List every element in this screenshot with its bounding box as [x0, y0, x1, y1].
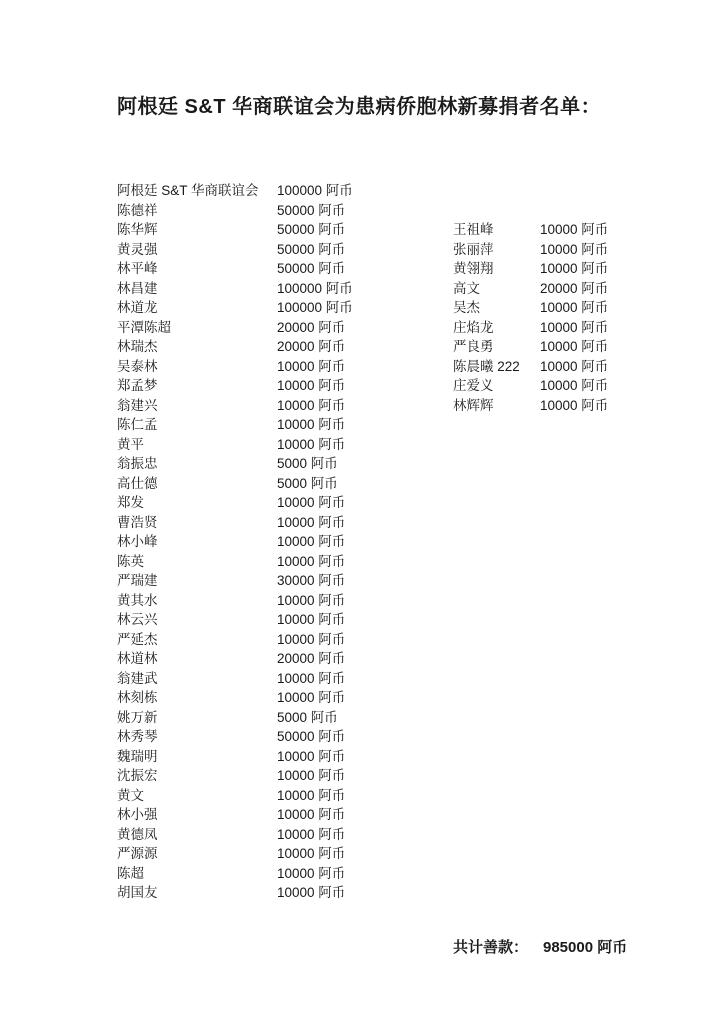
- donor-name: 高仕德: [117, 475, 158, 491]
- donor-amount: 10000 阿币: [277, 612, 346, 627]
- donor-row: [117, 493, 353, 513]
- donor-row: [117, 435, 353, 455]
- donor-row: [117, 747, 353, 767]
- donor-name: 曹浩贤: [117, 514, 158, 530]
- donor-name: 胡国友: [117, 885, 158, 900]
- donor-row: [117, 240, 353, 260]
- donor-name: 郑孟梦: [117, 378, 158, 393]
- donor-amount: 100000 阿币: [277, 280, 353, 296]
- donor-amount: 10000 阿币: [540, 378, 609, 393]
- donor-amount: 10000 阿币: [540, 261, 609, 276]
- donor-amount: 30000 阿币: [277, 573, 346, 588]
- donor-amount: 10000 阿币: [277, 865, 346, 881]
- donor-amount: 10000 阿币: [540, 319, 609, 335]
- donor-name: 翁建武: [117, 670, 158, 686]
- summary-total-amount: 985000 阿币: [543, 939, 628, 956]
- donor-amount: 10000 阿币: [277, 846, 346, 861]
- donor-row: [117, 513, 353, 533]
- donor-amount: 50000 阿币: [277, 241, 346, 257]
- donor-amount: 20000 阿币: [277, 319, 346, 335]
- donor-name: 陈晨曦 222: [453, 358, 520, 374]
- donor-row: [117, 630, 353, 650]
- donor-name: 平潭陈超: [117, 319, 171, 335]
- donor-name: 陈德祥: [117, 202, 158, 218]
- donor-row: [453, 259, 608, 279]
- donor-row: [453, 357, 608, 377]
- donor-name: 林云兴: [117, 612, 158, 627]
- donor-row: [117, 610, 353, 630]
- donor-row: [453, 220, 608, 240]
- donor-name: 林昌建: [117, 280, 158, 296]
- donor-amount: 10000 阿币: [277, 378, 346, 393]
- donor-name: 林秀琴: [117, 729, 158, 744]
- donor-row: [117, 552, 353, 572]
- donor-name: 林刻栋: [117, 690, 158, 705]
- donor-name: 严源源: [117, 846, 158, 861]
- donor-amount: 10000 阿币: [277, 787, 346, 803]
- donor-row: [453, 337, 608, 357]
- donor-amount: 10000 阿币: [277, 592, 346, 608]
- donor-amount: 10000 阿币: [277, 534, 346, 549]
- donor-amount: 10000 阿币: [277, 768, 346, 783]
- donor-row: [453, 396, 608, 416]
- donor-name: 姚万新: [117, 709, 158, 725]
- donor-amount: 5000 阿币: [277, 475, 338, 491]
- donor-name: 陈仁孟: [117, 417, 158, 432]
- donor-name: 张丽萍: [453, 241, 494, 257]
- donor-name: 林小强: [117, 807, 158, 822]
- donor-row: [117, 474, 353, 494]
- donor-row: [453, 279, 608, 299]
- donor-amount: 10000 阿币: [277, 826, 346, 842]
- donor-name: 林道龙: [117, 300, 158, 315]
- donor-row: [117, 181, 353, 201]
- donor-amount: 20000 阿币: [277, 651, 346, 666]
- donor-amount: 5000 阿币: [277, 709, 338, 725]
- donor-name: 林瑞杰: [117, 339, 158, 354]
- donor-row: [117, 688, 353, 708]
- donor-row: [117, 786, 353, 806]
- donor-name: 翁振忠: [117, 456, 158, 471]
- donor-row: [117, 259, 353, 279]
- donor-row: [117, 727, 353, 747]
- page-title: 阿根廷 S&T 华商联谊会为患病侨胞林新募捐者名单：: [117, 96, 602, 118]
- donor-list-left: [117, 181, 353, 903]
- donor-name: 郑发: [117, 495, 144, 510]
- donor-amount: 10000 阿币: [277, 807, 346, 822]
- donor-amount: 10000 阿币: [277, 885, 346, 900]
- donor-amount: 10000 阿币: [540, 397, 609, 413]
- donor-amount: 10000 阿币: [277, 631, 346, 647]
- donor-name: 陈华辉: [117, 222, 158, 237]
- donor-row: [117, 708, 353, 728]
- donor-name: 沈振宏: [117, 768, 158, 783]
- donor-amount: 10000 阿币: [277, 553, 346, 569]
- donor-row: [117, 337, 353, 357]
- donor-amount: 10000 阿币: [277, 495, 346, 510]
- donor-row: [117, 279, 353, 299]
- donor-list-right: [453, 220, 608, 415]
- donor-name: 黄翎翔: [453, 261, 494, 276]
- donor-row: [117, 844, 353, 864]
- donor-amount: 10000 阿币: [277, 417, 346, 432]
- donor-row: [453, 298, 608, 318]
- donor-amount: 100000 阿币: [277, 300, 353, 315]
- donor-amount: 10000 阿币: [277, 748, 346, 764]
- donor-row: [117, 298, 353, 318]
- donor-name: 黄文: [117, 787, 144, 803]
- donor-amount: 50000 阿币: [277, 729, 346, 744]
- donor-amount: 50000 阿币: [277, 222, 346, 237]
- donor-amount: 10000 阿币: [277, 397, 346, 413]
- donor-amount: 20000 阿币: [540, 280, 609, 296]
- donor-row: [453, 318, 608, 338]
- donor-name: 吴杰: [453, 300, 480, 315]
- donor-row: [117, 318, 353, 338]
- donor-name: 王祖峰: [453, 222, 494, 237]
- donor-name: 林平峰: [117, 261, 158, 276]
- summary-row: [453, 938, 627, 957]
- donor-name: 严瑞建: [117, 573, 158, 588]
- donor-row: [117, 883, 353, 903]
- summary-label: 共计善款：: [453, 939, 529, 956]
- donor-amount: 10000 阿币: [277, 514, 346, 530]
- donor-row: [117, 766, 353, 786]
- donor-amount: 10000 阿币: [540, 222, 609, 237]
- donor-row: [117, 805, 353, 825]
- donor-row: [117, 825, 353, 845]
- donor-amount: 10000 阿币: [540, 339, 609, 354]
- donor-name: 高文: [453, 280, 480, 296]
- donor-amount: 100000 阿币: [277, 183, 353, 198]
- donor-row: [117, 864, 353, 884]
- donor-row: [453, 240, 608, 260]
- donor-row: [117, 201, 353, 221]
- donor-amount: 10000 阿币: [277, 690, 346, 705]
- donor-row: [117, 571, 353, 591]
- donor-amount: 10000 阿币: [540, 300, 609, 315]
- donor-amount: 50000 阿币: [277, 202, 346, 218]
- donor-name: 庄爱义: [453, 378, 494, 393]
- donor-row: [453, 376, 608, 396]
- donor-name: 林辉辉: [453, 397, 494, 413]
- donor-name: 林小峰: [117, 534, 158, 549]
- donor-name: 黄灵强: [117, 241, 158, 257]
- donor-row: [117, 396, 353, 416]
- donor-amount: 10000 阿币: [277, 436, 346, 452]
- donor-row: [117, 220, 353, 240]
- donor-amount: 10000 阿币: [277, 358, 346, 374]
- donor-name: 翁建兴: [117, 397, 158, 413]
- donor-row: [117, 415, 353, 435]
- donor-amount: 5000 阿币: [277, 456, 338, 471]
- donor-row: [117, 532, 353, 552]
- donor-row: [117, 454, 353, 474]
- donor-name: 陈英: [117, 553, 144, 569]
- donor-name: 黄德凤: [117, 826, 158, 842]
- donor-row: [117, 357, 353, 377]
- donor-row: [117, 669, 353, 689]
- donor-name: 黄平: [117, 436, 144, 452]
- donor-name: 陈超: [117, 865, 144, 881]
- donor-amount: 10000 阿币: [277, 670, 346, 686]
- donor-name: 阿根廷 S&T 华商联谊会: [117, 183, 259, 198]
- donor-name: 魏瑞明: [117, 748, 158, 764]
- donor-name: 吴泰林: [117, 358, 158, 374]
- donor-row: [117, 591, 353, 611]
- donor-name: 严良勇: [453, 339, 494, 354]
- donor-amount: 50000 阿币: [277, 261, 346, 276]
- donor-name: 严延杰: [117, 631, 158, 647]
- donor-name: 林道林: [117, 651, 158, 666]
- donor-amount: 10000 阿币: [540, 241, 609, 257]
- donor-name: 庄焰龙: [453, 319, 494, 335]
- donor-row: [117, 376, 353, 396]
- donor-amount: 20000 阿币: [277, 339, 346, 354]
- donor-row: [117, 649, 353, 669]
- donor-name: 黄其水: [117, 592, 158, 608]
- donor-amount: 10000 阿币: [540, 358, 609, 374]
